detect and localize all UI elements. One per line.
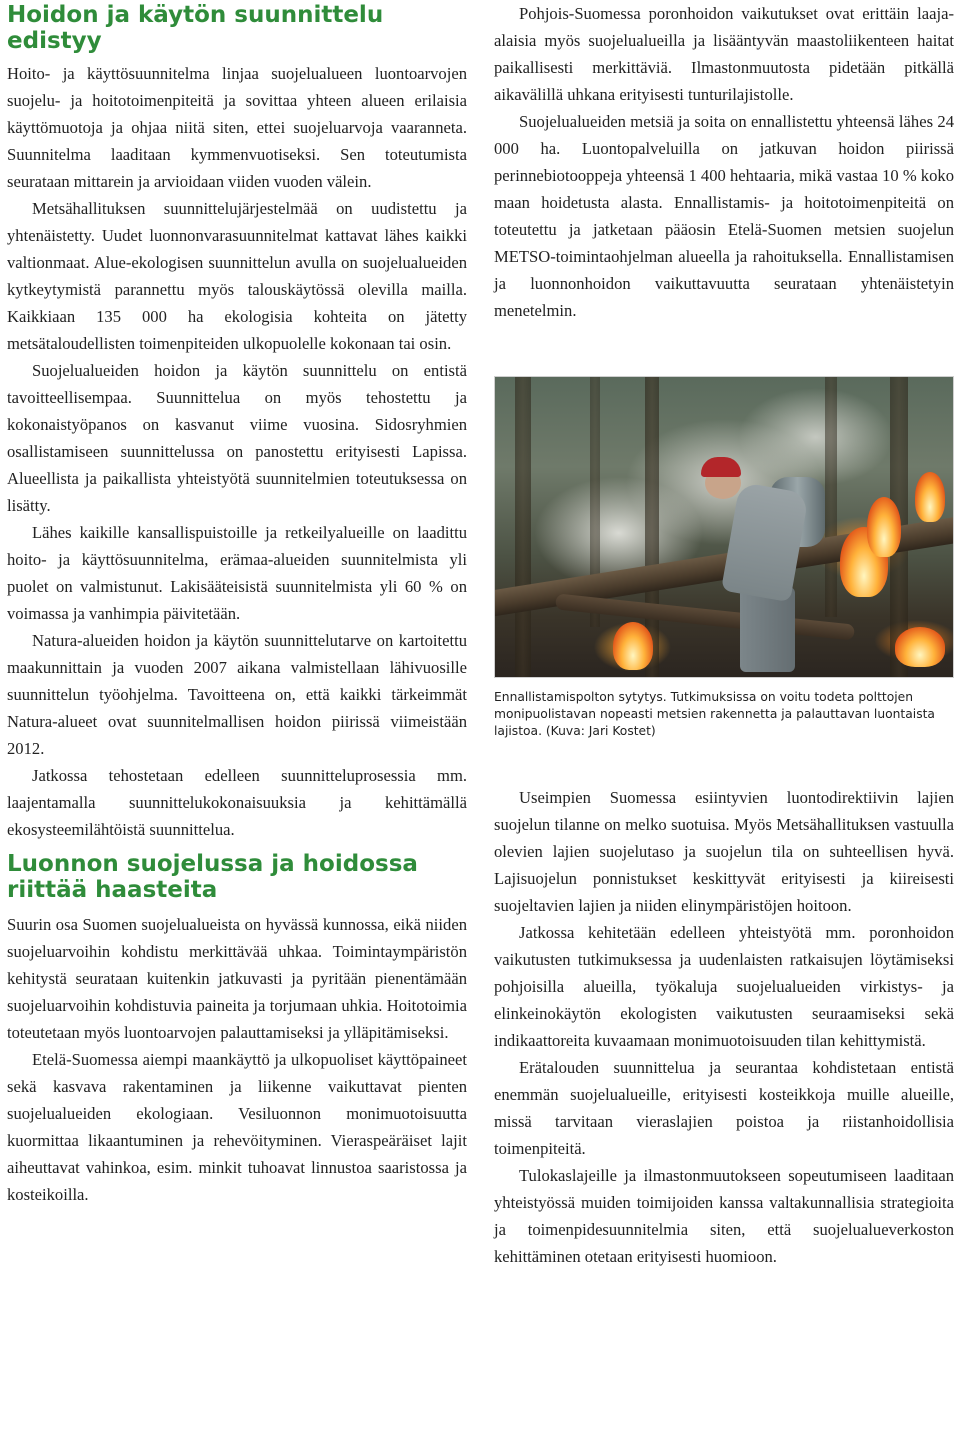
- paragraph: Hoito- ja käyttösuunnitelma linjaa suojelualueen luontoarvojen suojelu- ja hoitotoimenpiteitä ja sovittaa yhteen alueen erilaisia käyttömuotoja ja ohjaa niitä siten, ettei suojeluarvoja vaaranneta. Suunnitelma laaditaan kymmenvuotiseksi. Sen toteutumista seurataan mittarein ja arvioidaan viiden vuoden välein.: [7, 64, 467, 191]
- right-column: [494, 0, 954, 1270]
- forest-controlled-burn-photo: [494, 376, 954, 678]
- paragraph: Useimpien Suomessa esiintyvien luontodirektiivin lajien suojelun tilanne on melko suotuisa. Myös Metsähallituksen vastuulla olevien lajien suojelutaso ja suojelun tila on suhteellisen hyvä. Lajisuojelun ponnistukset keskittyvät erityisesti ja kiireisesti suojeltavien lajien ja niiden elinympäristöjen hoitoon.: [494, 788, 954, 915]
- photo-caption: Ennallistamispolton sytytys. Tutkimuksissa on voitu todeta polttojen monipuolistavan nopeasti metsien rakennetta ja palauttavan luontaista lajistoa. (Kuva: Jari Kostet): [494, 690, 935, 738]
- firefighter-figure: [705, 447, 815, 667]
- left-column: [7, 0, 467, 1208]
- paragraph: Metsähallituksen suunnittelujärjestelmää on uudistettu ja yhtenäistetty. Uudet luonnonvarasuunnitelmat kattavat lähes kaikki valtionmaat. Alue-ekologisen suunnittelun avulla on suojelualueiden kytkeytymistä parannettu myös talouskäytössä olevilla mailla. Kaikkiaan 135 000 ha ekologisia kohteita on jätetty metsätaloudellisten toimenpiteiden ulkopuolelle kokonaan tai osin.: [7, 199, 467, 353]
- paragraph: Suojelualueiden hoidon ja käytön suunnittelu on entistä tavoitteellisempaa. Suunnittelua on myös tehostettu ja kokonaistyöpanos on kasvanut viime vuosina. Sidosryhmien osallistamiseen suunnittelussa on panostettu erityisesti Lapissa. Alueellista ja paikallista yhteistyötä suunnitelmien toteutuksessa on lisätty.: [7, 361, 467, 515]
- paragraph: Etelä-Suomessa aiempi maankäyttö ja ulkopuoliset käyttöpaineet sekä kasvava rakentaminen ja liikenne vaikuttavat pienten suojelualueiden ekologiaan. Vesiluonnon monimuotoisuutta kuormittaa likaantuminen ja rehevöityminen. Vieraspeäräiset lajit aiheuttavat vahinkoa, esim. minkit tuhoavat linnustoa saaristossa ja kosteikoilla.: [7, 1050, 467, 1204]
- paragraph: Jatkossa tehostetaan edelleen suunnitteluprosessia mm. laajentamalla suunnittelukokonaisuuksia ja kehittämällä ekosysteemilähtöistä suunnittelua.: [7, 766, 467, 839]
- paragraph: Suojelualueiden metsiä ja soita on ennallistettu yhteensä lähes 24 000 ha. Luontopalveluilla on jatkuvan hoidon piirissä perinnebiotooppeja yhteensä 1 400 hehtaaria, mikä vastaa 10 % koko maan hoidetusta alasta. Ennallistamis- ja hoitotoimenpiteitä on toteutettu ja jatketaan pääosin Etelä-Suomen metsien suojelun METSO-toimintaohjelman alueella ja rahoituksella. Ennallistamisen ja luonnonhoidon vaikuttavuutta seurataan yhtenäistetyin menetelmin.: [494, 112, 954, 320]
- paragraph: Jatkossa kehitetään edelleen yhteistyötä mm. poronhoidon vaikutusten tutkimuksessa ja uudenlaisten ratkaisujen löytämiseksi pohjoisilla alueilla, työkaluja suojelualueiden virkistys- ja elinkeinokäytön ekologisten vaikutusten seuraamiseksi sekä indikaattoreita kuvaamaan monimuotoisuuden tilan kehittymistä.: [494, 923, 954, 1050]
- paragraph: Erätalouden suunnittelua ja seurantaa kohdistetaan entistä enemmän suojelualueille, erityisesti kosteikkoja muille alueille, missä tarvitaan vieraslajien poistoa ja riistanhoidollisia toimenpiteitä.: [494, 1058, 954, 1158]
- paragraph: Tulokaslajeille ja ilmastonmuutokseen sopeutumiseen laaditaan yhteistyössä muiden toimijoiden kanssa valtakunnallisia strategioita ja toimenpidesuunnitelmia siten, että suojelualueverkoston kehittäminen otetaan erityisesti huomioon.: [494, 1166, 954, 1266]
- paragraph: Natura-alueiden hoidon ja käytön suunnittelutarve on kartoitettu maakunnittain ja vuoden 2007 aikana valmistellaan lähivuosille suunnittelun työohjelma. Tavoitteena on, että kaikki tärkeimmät Natura-alueet ovat suunnitelmallisen hoidon piirissä viimeistään 2012.: [7, 631, 467, 758]
- paragraph: Suurin osa Suomen suojelualueista on hyvässä kunnossa, eikä niiden suojeluarvoihin kohdistu merkittävää uhkaa. Toimintaympäristön kehitystä seurataan kuitenkin jatkuvasti ja pyritään pienentämään suojeluarvoihin kohdistuvia paineita ja torjumaan uhkia. Hoitotoimia toteutetaan myös luontoarvojen palauttamiseksi ja ylläpitämiseksi.: [7, 915, 467, 1042]
- section-heading-planning: Hoidon ja käytön suunnittelu edistyy: [7, 2, 384, 54]
- section-heading-challenges: Luonnon suojelussa ja hoidossa riittää haasteita: [7, 851, 418, 903]
- paragraph: Lähes kaikille kansallispuistoille ja retkeilyalueille on laadittu hoito- ja käyttösuunnitelma, erämaa-alueiden suunnitelmista yli puolet on valmistunut. Lakisääteisistä suunnitelmista yli 60 % on voimassa ja vanhimpia päivitetään.: [7, 523, 467, 623]
- paragraph: Pohjois-Suomessa poronhoidon vaikutukset ovat erittäin laaja-alaisia myös suojelualueilla ja lisääntyvän maastoliikenteen haitat paikallisesti merkittäviä. Ilmastonmuutosta pidetään pitkällä aikavälillä uhkana erityisesti tunturilajistolle.: [494, 4, 954, 104]
